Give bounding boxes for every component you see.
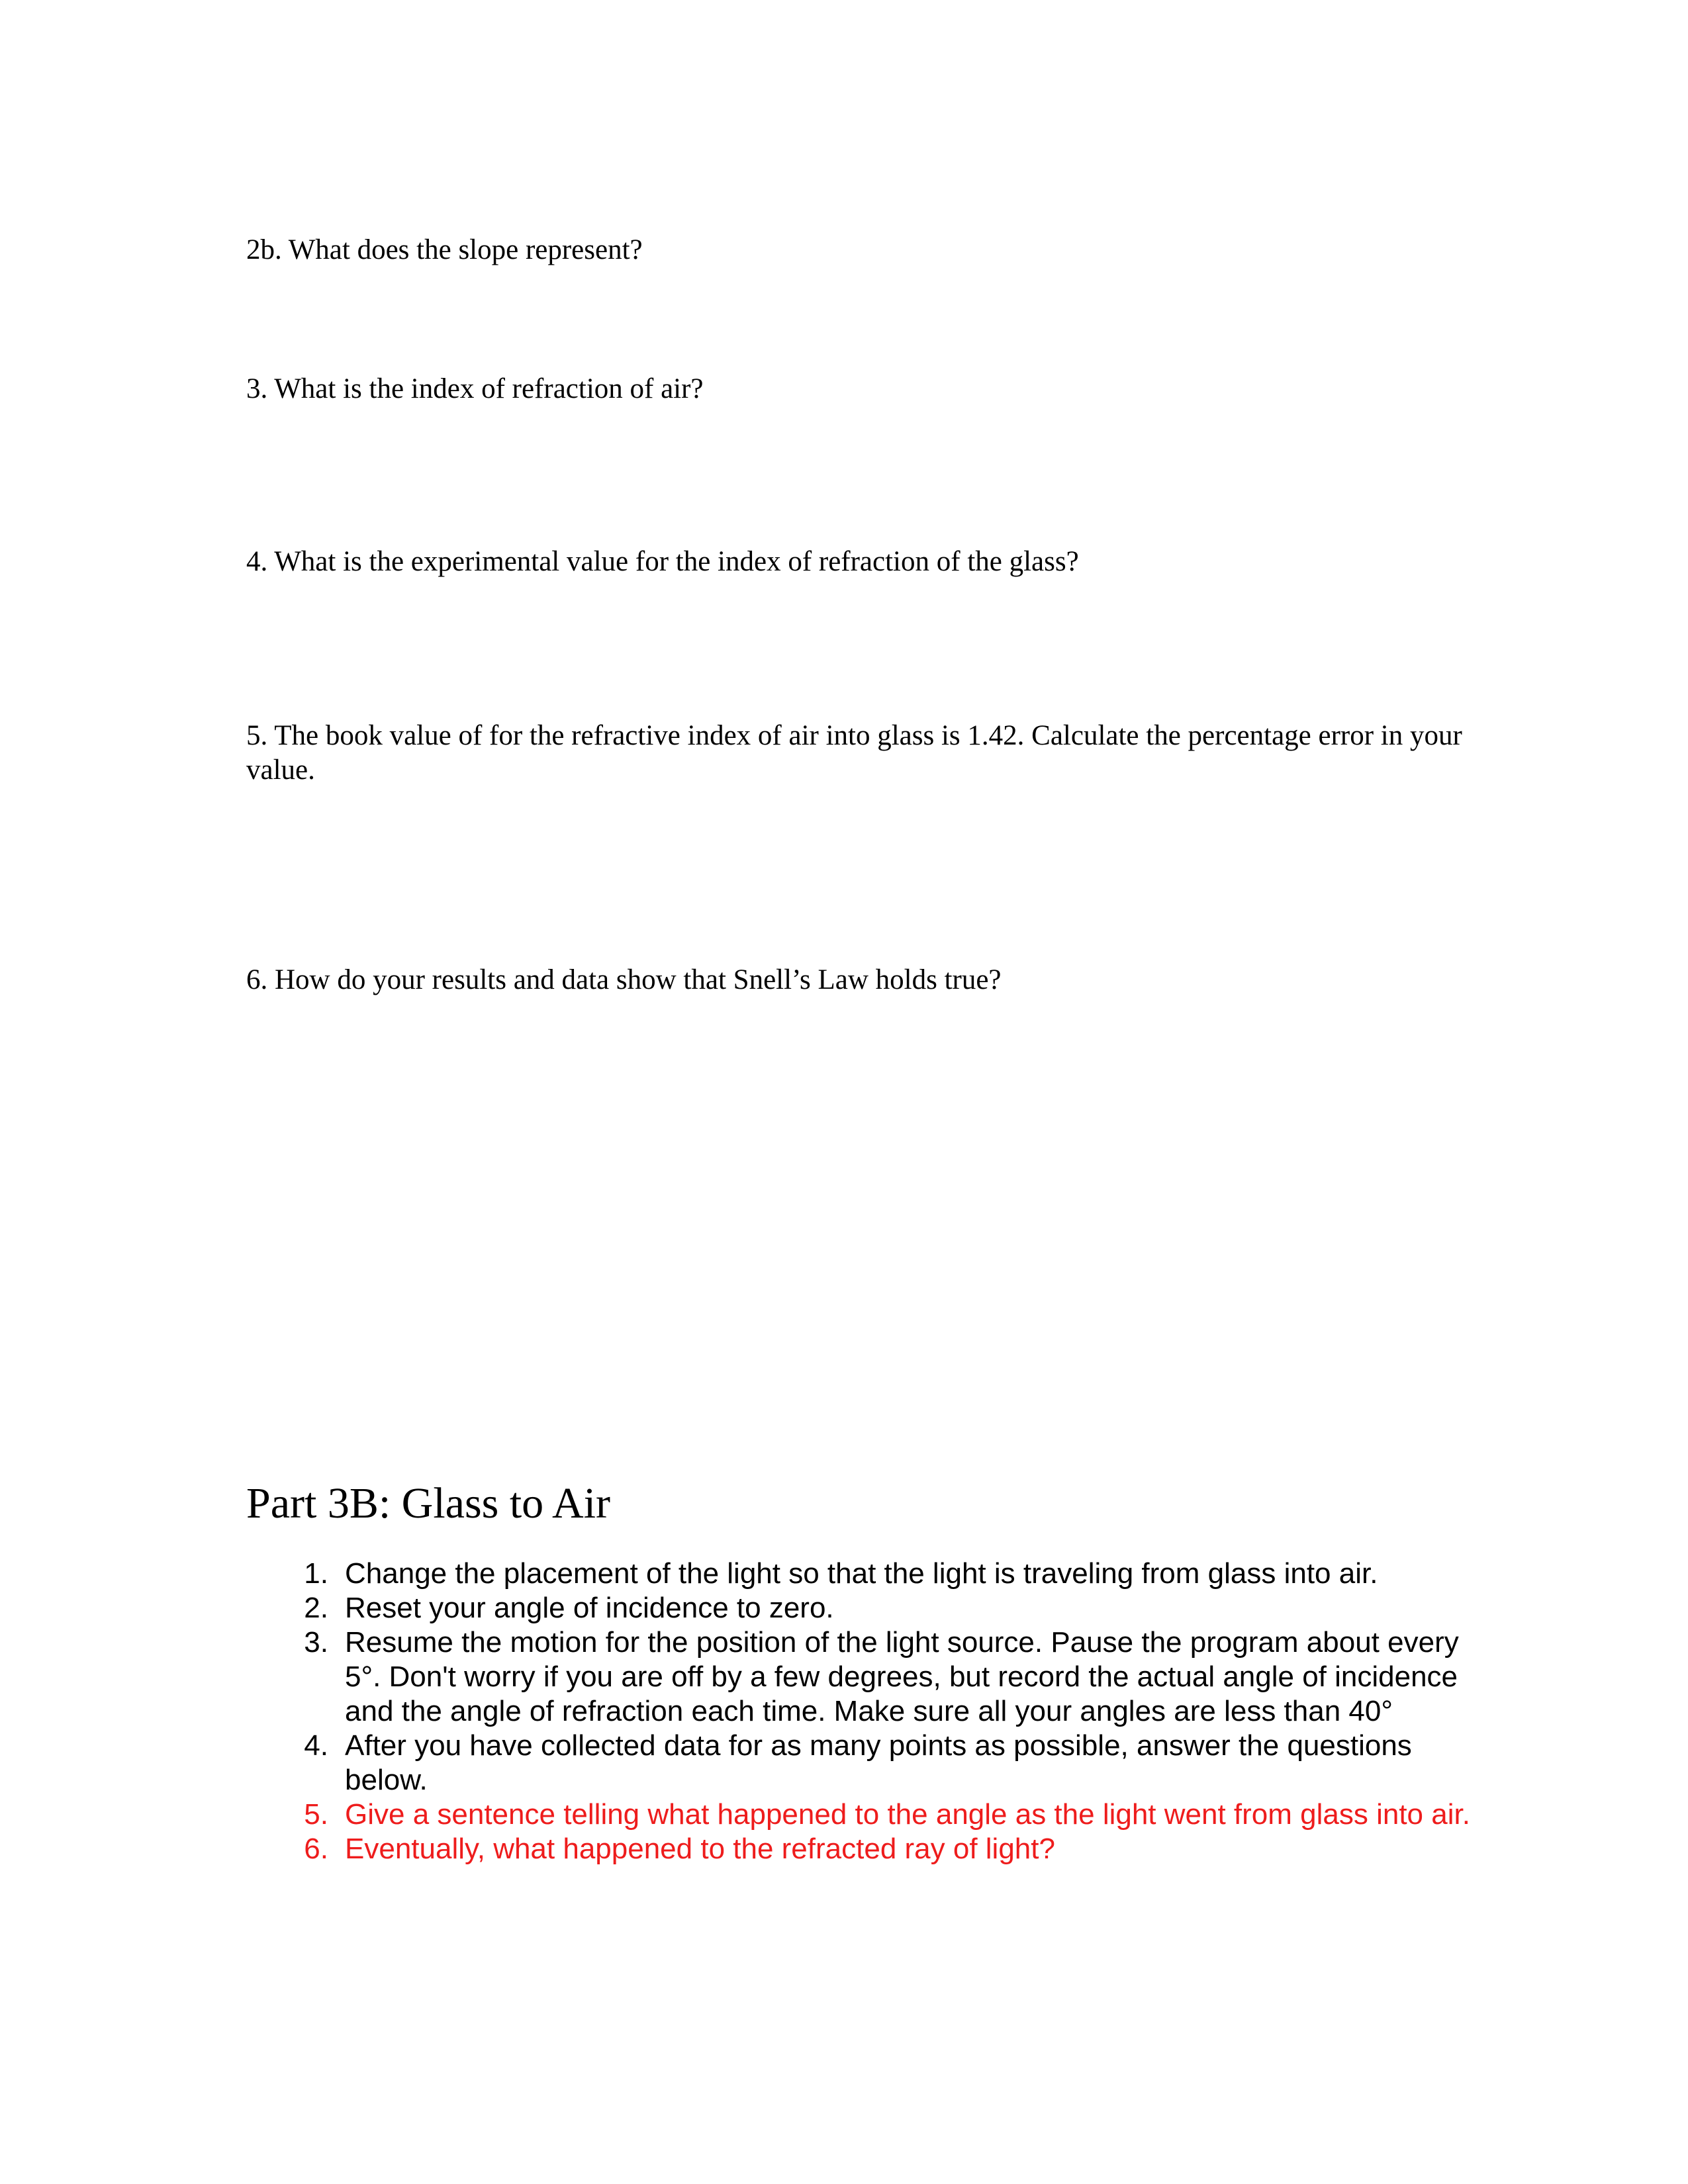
- step-text: Reset your angle of incidence to zero.: [345, 1592, 834, 1624]
- step-text: Resume the motion for the position of the light source. Pause the program about every 5°. Don't worry if you are off by a few degrees, but record the actual angle of incidence and the angle of refraction each time. Make sure all your angles are less than 40°: [345, 1626, 1459, 1727]
- question-6: 6. How do your results and data show that Snell’s Law holds true?: [246, 964, 1002, 995]
- part-3b-steps: [0, 1557, 1688, 1866]
- step-number: 6.: [304, 1833, 328, 1865]
- step-number: 1.: [304, 1557, 328, 1590]
- question-2b: 2b. What does the slope represent?: [246, 234, 643, 265]
- step-1: [0, 1557, 1470, 1591]
- step-3: [0, 1625, 1470, 1729]
- step-number: 2.: [304, 1592, 328, 1624]
- step-6: [0, 1832, 1470, 1866]
- step-4: [0, 1729, 1470, 1797]
- step-number: 3.: [304, 1626, 328, 1659]
- question-5: 5. The book value of for the refractive index of air into glass is 1.42. Calculate the percentage error in your value.: [246, 720, 1462, 786]
- step-text: Give a sentence telling what happened to the angle as the light went from glass into air.: [345, 1798, 1470, 1831]
- step-text: Change the placement of the light so that the light is traveling from glass into air.: [345, 1557, 1378, 1590]
- step-number: 5.: [304, 1798, 328, 1831]
- question-3: 3. What is the index of refraction of air?: [246, 373, 704, 404]
- step-5: [0, 1797, 1470, 1832]
- question-4: 4. What is the experimental value for the index of refraction of the glass?: [246, 546, 1079, 577]
- step-2: [0, 1591, 1470, 1625]
- part-3b-heading: Part 3B: Glass to Air: [246, 1479, 611, 1527]
- step-text: After you have collected data for as many points as possible, answer the questions below.: [345, 1729, 1412, 1796]
- step-number: 4.: [304, 1729, 328, 1762]
- step-text: Eventually, what happened to the refracted ray of light?: [345, 1833, 1055, 1865]
